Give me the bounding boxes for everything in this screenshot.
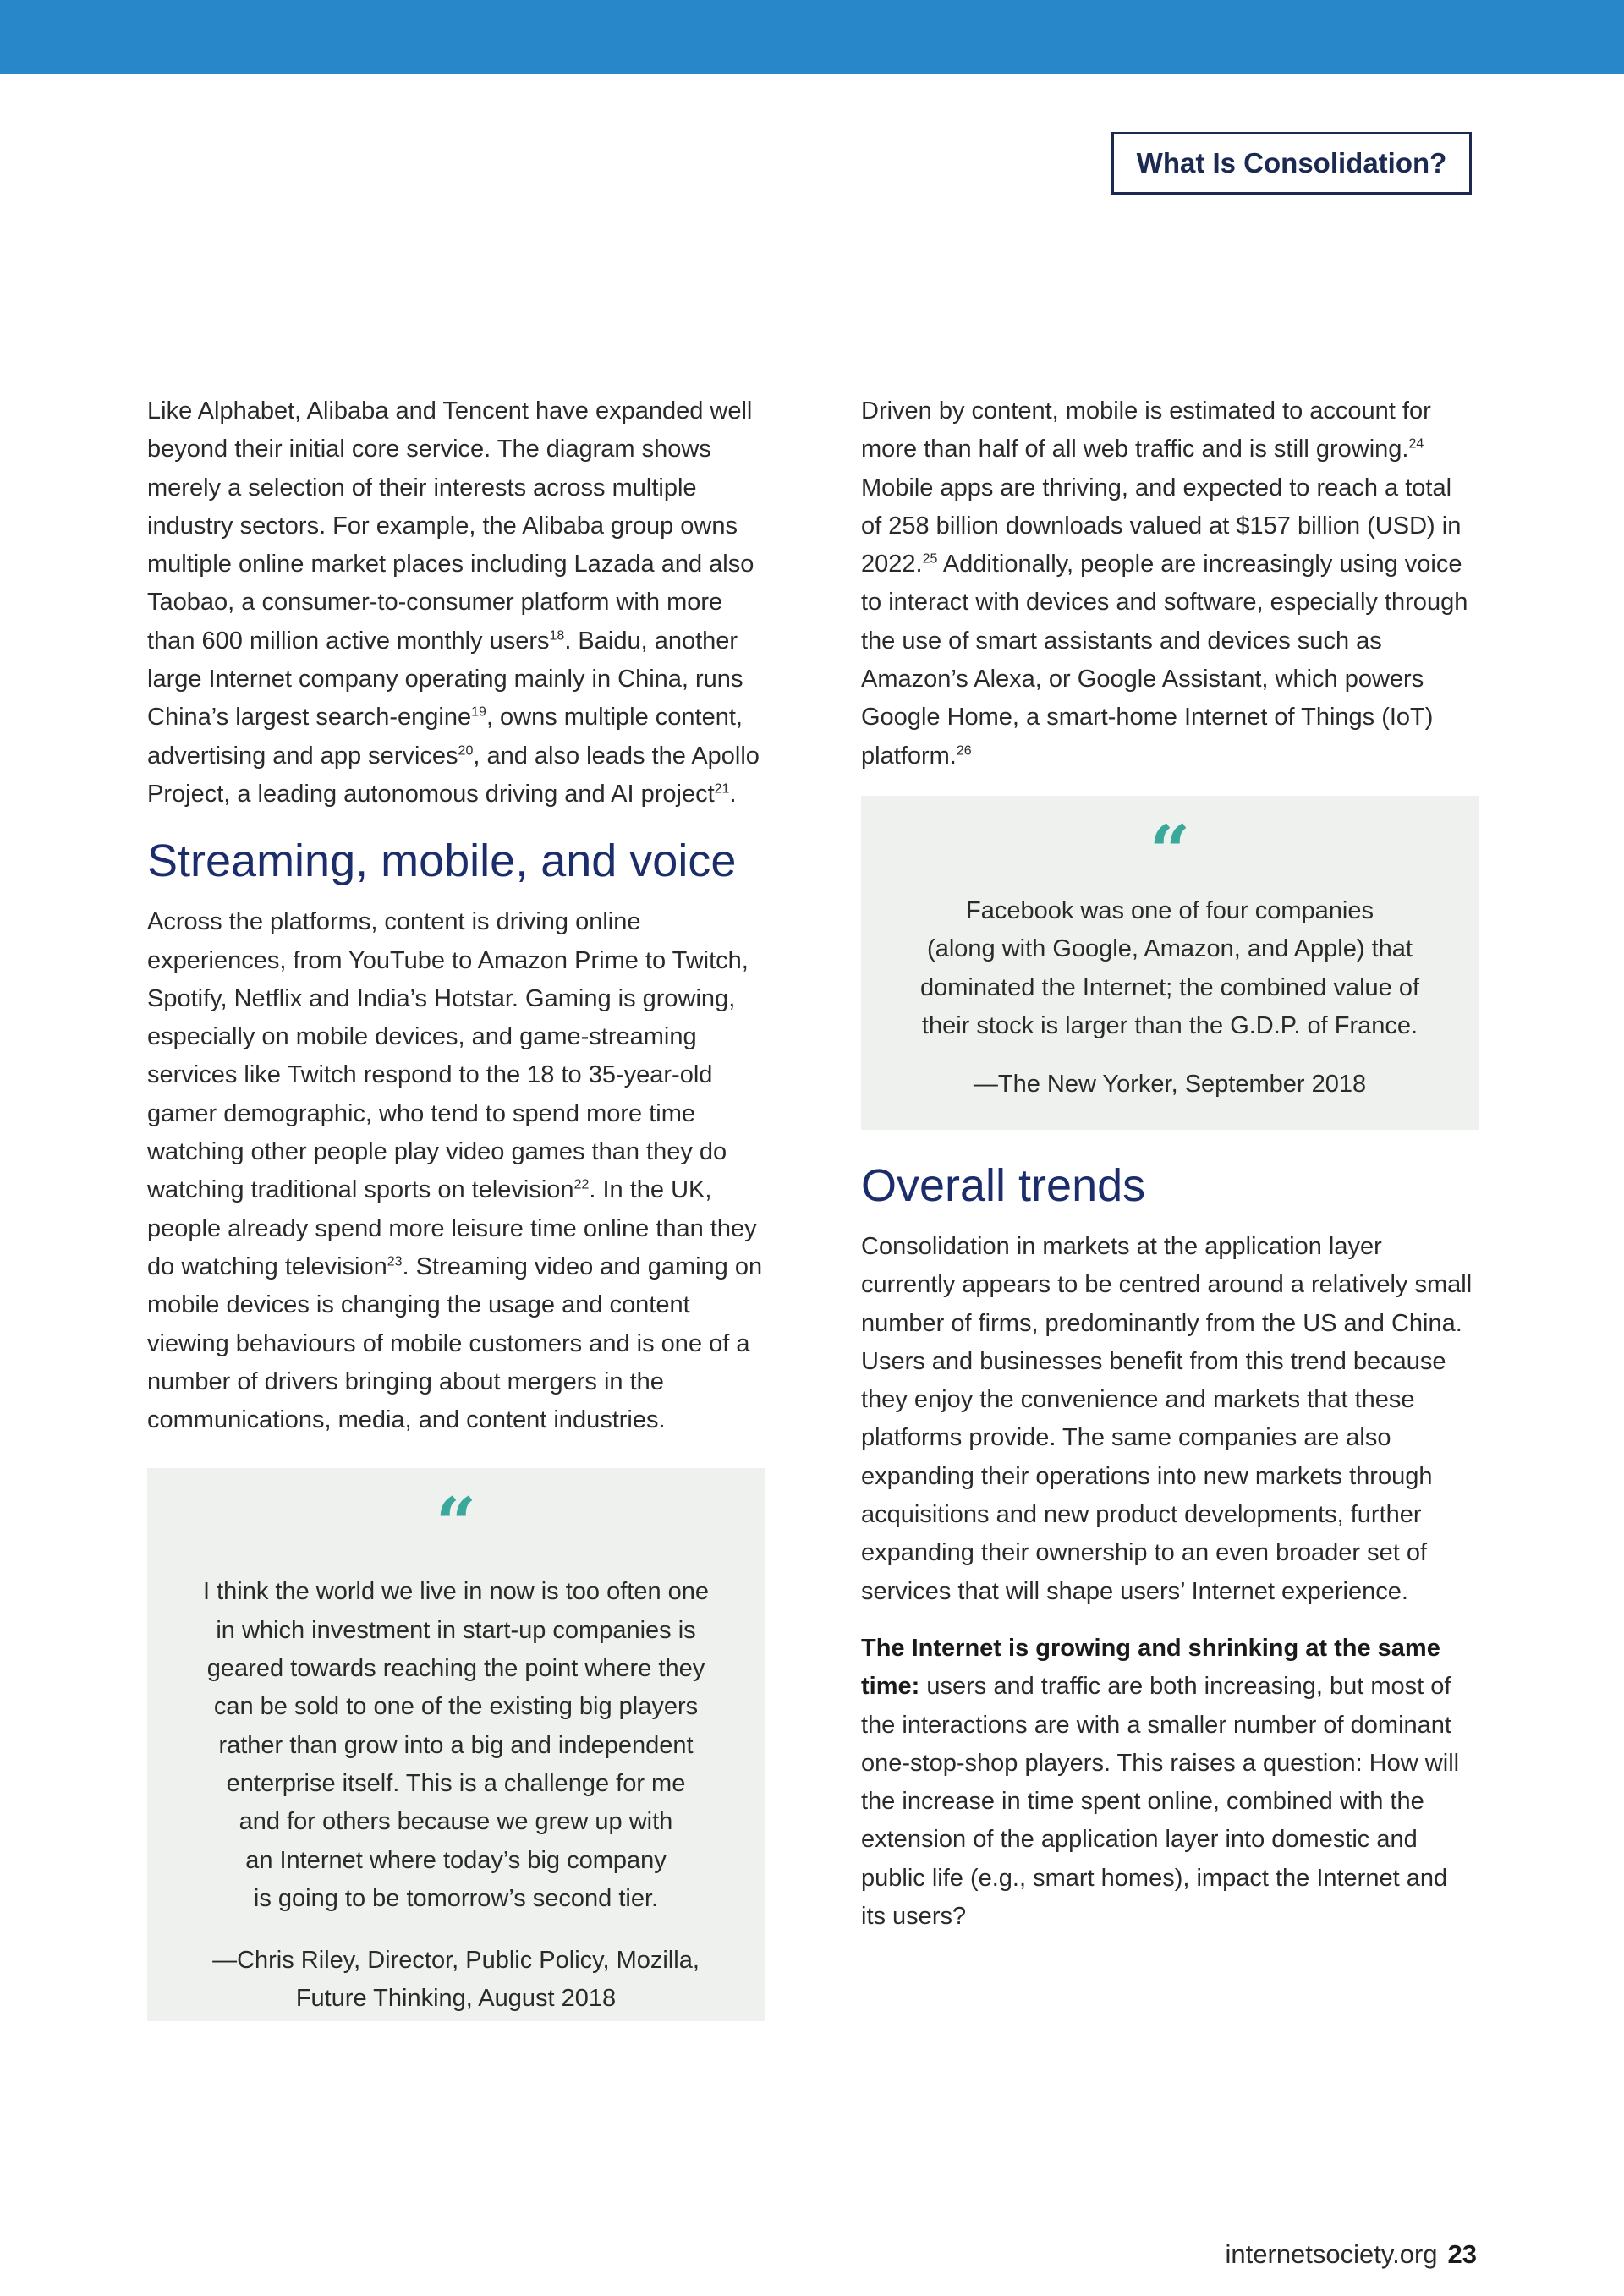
right-paragraph-3: The Internet is growing and shrinking at the same time: users and traffic are both increasing, but most of the interactions are with a smaller number of dominant one-stop-shop players. This raises a question: How will the increase in time spent online, combined with the extension of the application layer into domestic and public life (e.g., smart homes), impact the Internet and its users? [861,1634,1460,1931]
quote-attribution: —Chris Riley, Director, Public Policy, Mozilla, Future Thinking, August 2018 [212,1947,700,2013]
quote-mark-icon: “ [1149,808,1191,893]
quote-mark-icon: “ [435,1482,477,1566]
quote-text: Facebook was one of four companies (along with Google, Amazon, and Apple) that dominated the Internet; the combined value of their stock is larger than the G.D.P. of France. [919,896,1420,1039]
footnote-ref[interactable]: 19 [471,704,486,720]
footnote-ref[interactable]: 25 [922,551,938,567]
footer-site-link[interactable]: internetsociety.org [1225,2239,1438,2269]
footnote-ref[interactable]: 23 [387,1254,403,1269]
quote-attribution: —The New Yorker, September 2018 [973,1071,1367,1099]
lead-in-bold: The Internet is growing and shrinking at the same time: [861,1634,1440,1701]
right-paragraph-1: Driven by content, mobile is estimated to account for more than half of all web traffic and is still growing.$^{24}$ Mobile apps are thriving, and expected to reach a total of 258 billion downloads valued at $157 billion (USD) in 2022.25 Additionally, people are increasingly using voice to interact with devices and software, especially through the use of smart assistants and devices such as Amazon’s Alexa, or Google Assistant, which powers Google Home, a smart-home Internet of Things (IoT) platform.$^{26}$ [861,397,1468,770]
page-number: 23 [1447,2239,1477,2269]
page-footer [1226,2239,1477,2270]
footnote-ref[interactable]: 24 [1408,436,1424,452]
footnote-ref[interactable]: 18 [549,628,565,644]
top-color-bar [0,0,1624,74]
pull-quote-new-yorker [861,796,1479,1130]
heading-overall-trends: Overall trends [861,1159,1146,1211]
left-column [147,392,765,2021]
left-paragraph-2: Across the platforms, content is driving online experiences, from YouTube to Amazon Prime to Twitch, Spotify, Netflix and India’s Hotstar. Gaming is growing, especially on mobile devices, and game-streaming services like Twitch respond to the 18 to 35-year-old gamer demographic, who tend to spend more time watching other people play video games than they do watching traditional sports on television$^{22}$. In the UK, people already spend more leisure time online than they do watching television$^{23}$. Streaming video and gaming on mobile devices is changing the usage and content viewing behaviours of mobile customers and is one of a number of drivers bringing about mergers in the communications, media, and content industries. [147,908,763,1434]
pull-quote-riley [147,1468,765,2021]
right-column [861,392,1479,1954]
footnote-ref[interactable]: 21 [714,781,730,797]
heading-streaming-mobile-voice: Streaming, mobile, and voice [147,836,737,887]
footnote-ref[interactable]: 20 [458,743,474,759]
quote-text: I think the world we live in now is too often one in which investment in start-up companies is geared towards reaching the point where they can be sold to one of the existing big players rather than grow into a big and independent enterprise itself. This is a challenge for me and for others because we grew up with an Internet where today’s big company is going to be tomorrow’s second tier. [202,1578,710,1912]
footnote-ref[interactable]: 22 [573,1177,590,1192]
section-title-tag: What Is Consolidation? [1111,132,1472,195]
right-paragraph-2: Consolidation in markets at the application layer currently appears to be centred around a relatively small number of firms, predominantly from the US and China. Users and businesses benefit from this trend because they enjoy the convenience and markets that these platforms provide. The same companies are also expanding their operations into new markets through acquisitions and new product developments, further expanding their ownership to an even broader set of services that will shape users’ Internet experience. [861,1232,1473,1605]
footnote-ref[interactable]: 26 [956,743,972,759]
left-paragraph-1: Like Alphabet, Alibaba and Tencent have expanded well beyond their initial core service. The diagram shows merely a selection of their interests across multiple industry sectors. For example, the Alibaba group owns multiple online market places including Lazada and also Taobao, a consumer-to-consumer platform with more than 600 million active monthly users$^{18}$. Baidu, another large Internet company operating mainly in China, runs China’s largest search-engine$^{19}$, owns multiple content, advertising and app services$^{20}$, and also leads the Apollo Project, a leading autonomous driving and AI project$^{21}$. [147,397,760,808]
